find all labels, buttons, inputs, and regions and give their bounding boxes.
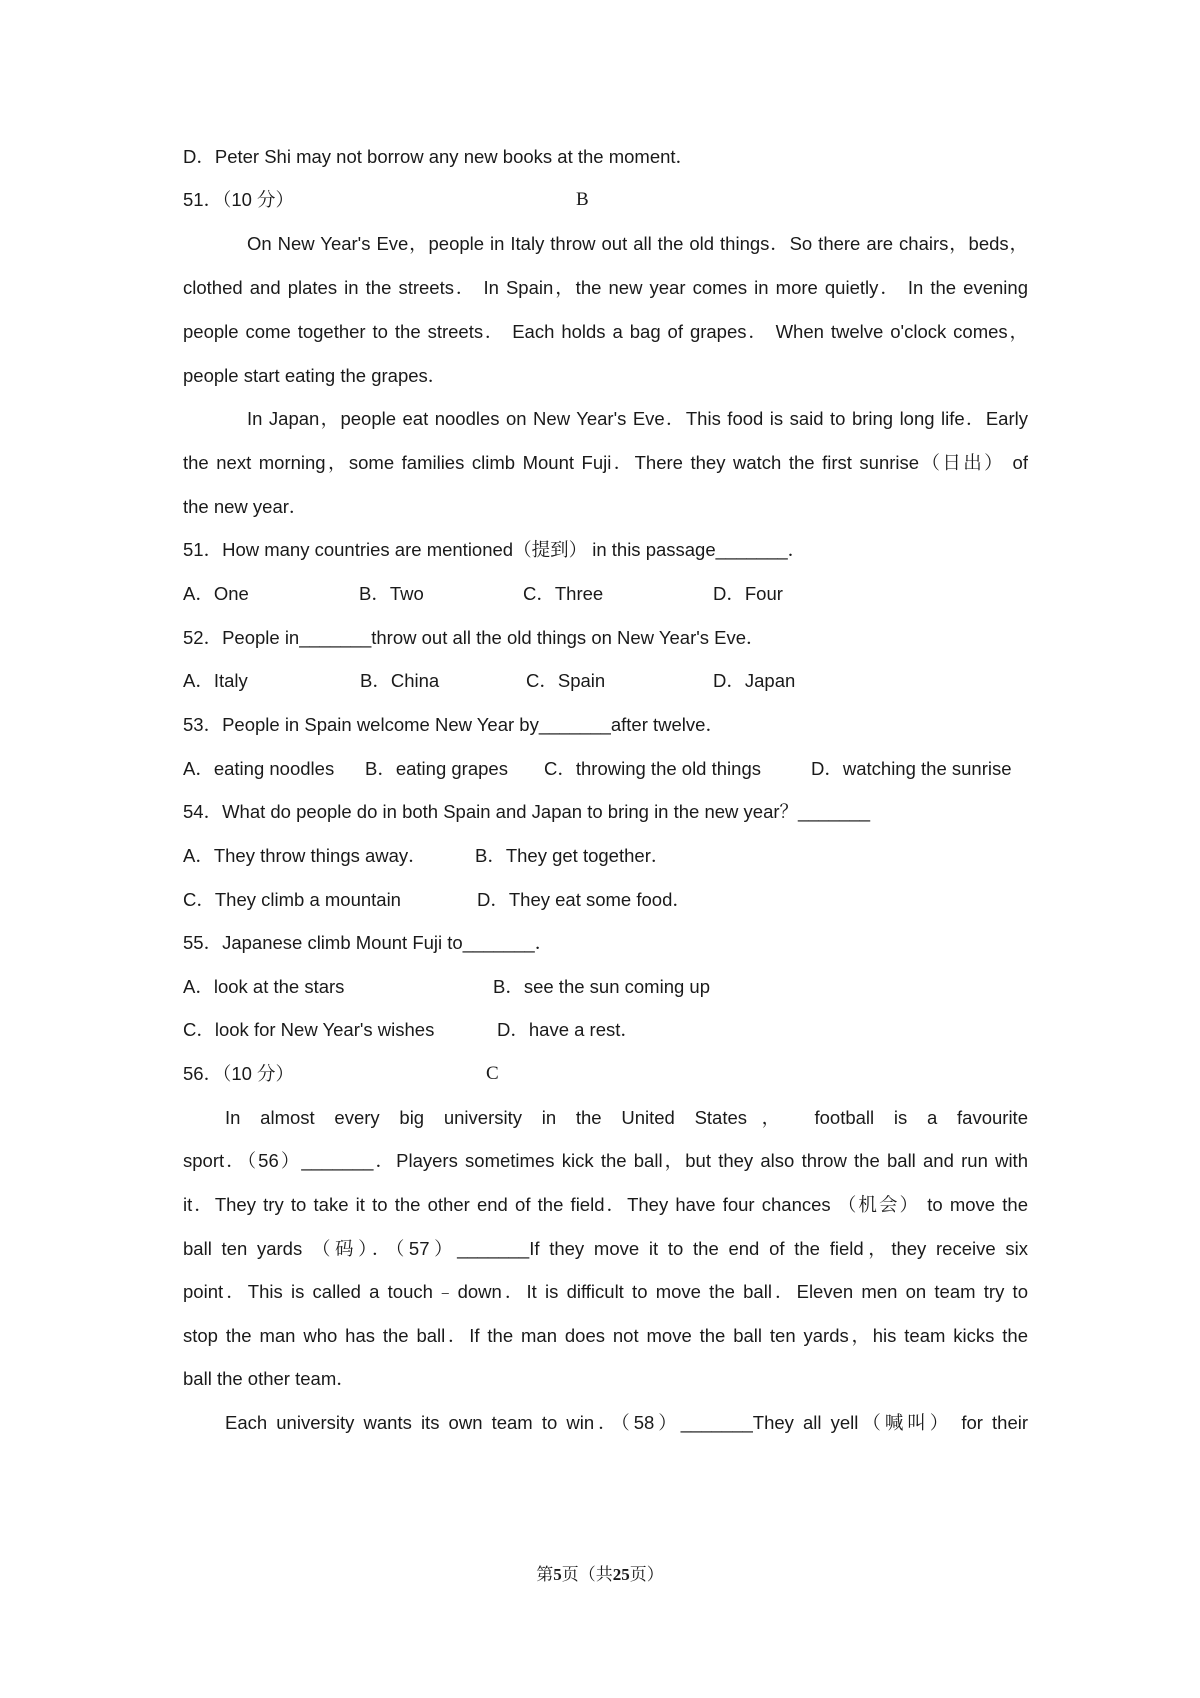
q53-option-c: C．throwing the old things bbox=[544, 758, 761, 779]
footer-page-number: 5 bbox=[553, 1565, 562, 1584]
passage-c-line-6: stop the man who has the ball．If the man does not move the ball ten yards，his team kicks the bbox=[183, 1325, 1028, 1346]
passage-c-line-1: In almost every big university in the United States， football is a favourite bbox=[225, 1107, 1028, 1128]
q55-option-c: C．look for New Year's wishes bbox=[183, 1019, 435, 1040]
passage-c-line-5: point．This is called a touch﹣down．It is difficult to move the ball．Eleven men on team try to bbox=[183, 1281, 1028, 1302]
passage-b-line-7: the new year． bbox=[183, 496, 308, 517]
q51-option-b: B．Two bbox=[359, 583, 424, 604]
passage-c-line-4: ball ten yards （码）．（57）_______If they move it to the end of the field，they receive six bbox=[183, 1238, 1028, 1259]
q55-option-a: A．look at the stars bbox=[183, 976, 345, 997]
passage-b-line-2: clothed and plates in the streets． In Spain，the new year comes in more quietly． In the evening bbox=[183, 277, 1028, 298]
passage-c-line-7: ball the other team． bbox=[183, 1368, 355, 1389]
q53-option-b: B．eating grapes bbox=[365, 758, 508, 779]
passage-b-line-4: people start eating the grapes． bbox=[183, 365, 447, 386]
question-53: 53．People in Spain welcome New Year by_______after twelve． bbox=[183, 714, 724, 735]
q54-option-d: D．They eat some food． bbox=[477, 889, 691, 910]
q53-option-d: D．watching the sunrise bbox=[811, 758, 1012, 779]
q54-option-b: B．They get together． bbox=[475, 845, 670, 866]
page-footer bbox=[0, 1563, 1200, 1587]
q51-option-c: C．Three bbox=[523, 583, 604, 604]
option-d-peter-shi: D．Peter Shi may not borrow any new books at the moment． bbox=[183, 146, 695, 167]
q52-option-b: B．China bbox=[360, 670, 440, 691]
footer-mid: 页（共 bbox=[561, 1565, 613, 1584]
passage-c-line-2: sport．（56）_______．Players sometimes kick the ball，but they also throw the ball and run with bbox=[183, 1150, 1028, 1171]
q55-option-d: D．have a rest． bbox=[497, 1019, 639, 1040]
passage-b-line-6: the next morning，some families climb Mount Fuji．There they watch the first sunrise（日出） of bbox=[183, 452, 1028, 473]
q52-option-a: A．Italy bbox=[183, 670, 248, 691]
footer-total-pages: 25 bbox=[612, 1565, 630, 1584]
question-52: 52．People in_______throw out all the old things on New Year's Eve． bbox=[183, 627, 765, 648]
footer-prefix: 第 bbox=[536, 1565, 554, 1584]
question-55: 55．Japanese climb Mount Fuji to_______． bbox=[183, 932, 554, 953]
passage-c-line-8: Each university wants its own team to win．（58）_______They all yell（喊叫） for their bbox=[225, 1412, 1028, 1433]
q52-option-c: C．Spain bbox=[526, 670, 606, 691]
question-54: 54．What do people do in both Spain and Japan to bring in the new year？_______ bbox=[183, 801, 871, 822]
question-56-header: 56．（10 分） bbox=[183, 1063, 295, 1084]
q52-option-d: D．Japan bbox=[713, 670, 796, 691]
q55-option-b: B．see the sun coming up bbox=[493, 976, 710, 997]
q54-option-c: C．They climb a mountain bbox=[183, 889, 401, 910]
q53-option-a: A．eating noodles bbox=[183, 758, 335, 779]
passage-b-line-1: On New Year's Eve，people in Italy throw out all the old things．So there are chairs，beds， bbox=[247, 233, 1028, 254]
q54-option-a: A．They throw things away． bbox=[183, 845, 427, 866]
section-b-title: B bbox=[576, 189, 589, 210]
q51-option-a: A．One bbox=[183, 583, 249, 604]
footer-suffix: 页） bbox=[629, 1565, 664, 1584]
passage-b-line-3: people come together to the streets． Each holds a bag of grapes． When twelve o'clock comes， bbox=[183, 321, 1028, 342]
question-51-header: 51．（10 分） bbox=[183, 189, 295, 210]
q51-option-d: D．Four bbox=[713, 583, 783, 604]
passage-c-line-3: it．They try to take it to the other end of the field．They have four chances （机会） to move the bbox=[183, 1194, 1028, 1215]
question-51: 51．How many countries are mentioned（提到） in this passage_______． bbox=[183, 539, 807, 560]
passage-b-line-5: In Japan，people eat noodles on New Year's Eve．This food is said to bring long life．Early bbox=[247, 408, 1028, 429]
section-c-title: C bbox=[486, 1063, 499, 1084]
